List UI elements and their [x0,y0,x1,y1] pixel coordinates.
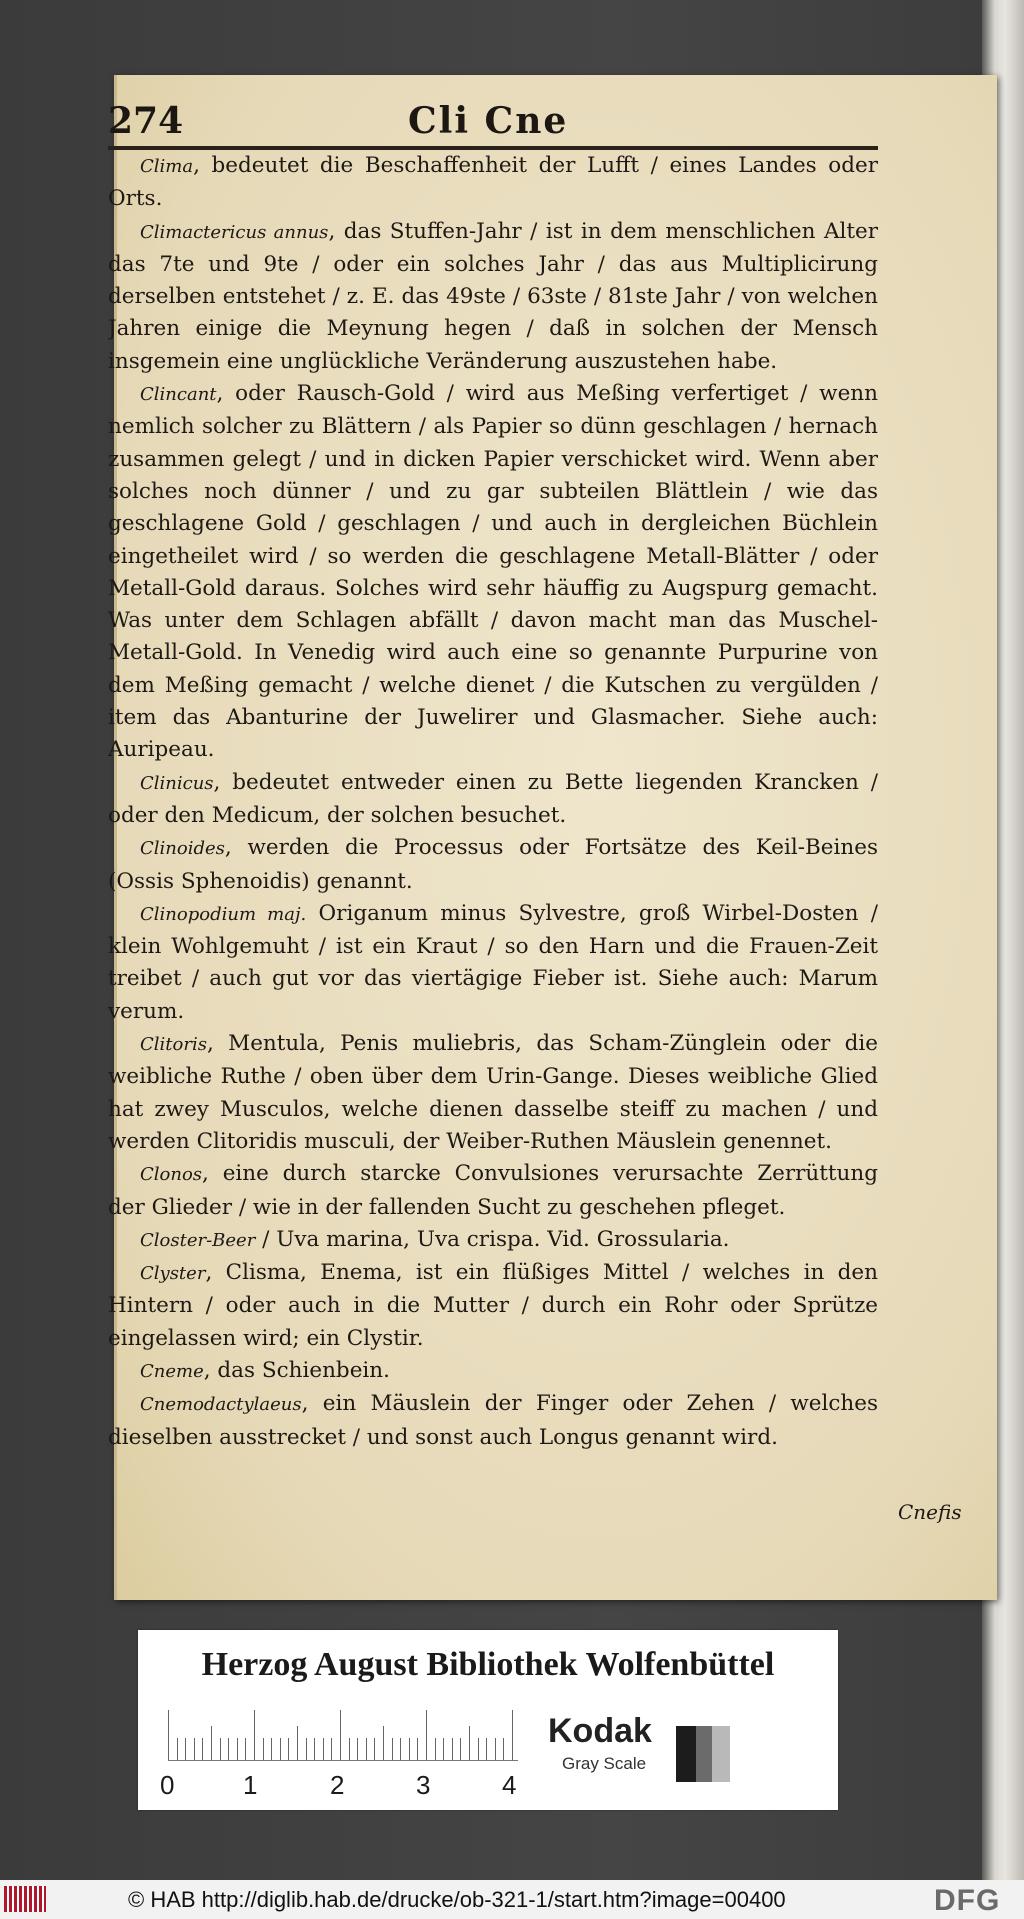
entry-term: Closter-Beer [140,1229,256,1251]
ruler-tick [297,1726,298,1760]
ruler-tick [417,1738,418,1760]
ruler-tick [400,1738,401,1760]
ruler-tick [228,1738,229,1760]
ruler-tick [409,1738,410,1760]
entry-text: , werden die Processus oder Fortsätze des Keil-Beines (Ossis Sphenoidis) genannt. [108,835,878,894]
ruler-tick [469,1726,470,1760]
ruler-tick [314,1738,315,1760]
entry [108,1224,878,1257]
gray-scale-label: Gray Scale [562,1754,647,1773]
ruler-tick [271,1738,272,1760]
entry-term: Clitoris [140,1034,207,1056]
ruler-tick [495,1738,496,1760]
ruler-tick [263,1738,264,1760]
entry-term: Clinopodium maj. [140,903,307,925]
entry-term: Clinicus [140,772,214,794]
gray-swatch-mid [696,1726,712,1782]
ruler-tick [435,1738,436,1760]
entry-text: Origanum minus Sylvestre, groß Wirbel-Dosten / klein Wohlgemuht / ist ein Kraut / so den Harn und die Frauen-Zeit treibet / auch gut vor das viertägige Fieber ist. Siehe auch: Marum verum. [108,900,878,1024]
ruler-tick [349,1738,350,1760]
ruler-tick [340,1710,341,1760]
entry [108,898,878,1028]
entry [108,1028,878,1158]
ruler-tick [512,1710,513,1760]
running-head: Cli Cne [408,100,569,142]
catchword: Cnefis [898,1500,962,1524]
ruler-tick [503,1738,504,1760]
ruler-tick [202,1738,203,1760]
ruler-tick [177,1738,178,1760]
copyright-url[interactable]: © HAB http://diglib.hab.de/drucke/ob-321-1/start.htm?image=00400 [128,1887,786,1912]
entry-text: , eine durch starcke Convulsiones verursachte Zerrüttung der Glieder / wie in der fallenden Sucht zu geschehen pfleget. [108,1161,878,1220]
kodak-logo: Kodak [548,1712,652,1750]
entry-term: Climactericus annus [140,221,329,243]
ruler-tick [211,1726,212,1760]
entry [108,1355,878,1388]
ruler-tick [392,1738,393,1760]
ruler-tick [452,1738,453,1760]
ruler-label: 2 [330,1770,345,1800]
entry-term: Clincant [140,384,217,406]
ruler-label: 1 [243,1770,258,1800]
ruler-label: 3 [416,1770,431,1800]
ruler-tick [280,1738,281,1760]
ruler-tick [168,1710,169,1760]
ruler-tick [374,1738,375,1760]
entry-text: / Uva marina, Uva crispa. Vid. Grossularia. [255,1226,730,1252]
entry [108,1158,878,1224]
dictionary-entries [108,150,878,1550]
entry-text: , das Schienbein. [203,1357,390,1383]
entry [108,150,878,216]
gray-swatch-dark [676,1726,696,1782]
ruler-tick [486,1738,487,1760]
ruler-tick [366,1738,367,1760]
entry [108,378,878,767]
viewer-footer [0,1880,1024,1919]
page-number: 274 [108,100,184,142]
ruler-tick [323,1738,324,1760]
ruler-tick [237,1738,238,1760]
entry-text: , Mentula, Penis muliebris, das Scham-Zünglein oder die weibliche Ruthe / oben über dem Urin-Gange. Dieses weibliche Glied hat zwey Musculos, welche dienen dasselbe steiff zu machen / und werden Clitoridis musculi, der Weiber-Ruthen Mäuslein genennet. [108,1031,878,1154]
entry-term: Cnemodactylaeus [140,1394,302,1416]
ruler-tick [443,1738,444,1760]
entry-text: , bedeutet entweder einen zu Bette liegenden Krancken / oder den Medicum, der solchen besuchet. [108,769,878,828]
entry-term: Clonos [140,1164,203,1186]
ruler-tick [383,1726,384,1760]
entry [108,1257,878,1355]
entry-text: , oder Rausch-Gold / wird aus Meßing verfertiget / wenn nemlich solcher zu Blättern / als Papier so dünn geschlagen / hernach zusammen gelegt / und in dicken Papier verschicket wird. Wenn aber solches noch dünner / und zu gar subteilen Blättlein / wie das geschlagene Gold / geschlagen / und auch in dergleichen Büchlein eingetheilet wird / so werden die geschlagene Metall-Blätter / oder Metall-Gold daraus. Solches wird sehr häuffig zu Augspurg gemacht. Was unter dem Schlagen abfällt / davon macht man das Muschel-Metall-Gold. In Venedig wird auch eine so genannte Purpurine von dem Meßing gemacht / welche dienet / die Kutschen zu vergülden / item das Abanturine der Juwelirer und Glasmacher. Siehe auch: Auripeau. [108,381,878,763]
entry [108,216,878,378]
entry-term: Clinoides [140,838,225,860]
ruler-tick [306,1738,307,1760]
dfg-logo: DFG [934,1884,1001,1917]
entry-text: , Clisma, Enema, ist ein flüßiges Mittel / welches in den Hintern / oder auch in die Mutter / durch ein Rohr oder Sprütze eingelassen wird; ein Clystir. [108,1260,878,1351]
ruler-tick [245,1738,246,1760]
ruler-tick [185,1738,186,1760]
entry-term: Cneme [140,1360,204,1382]
gray-swatch-light [712,1726,730,1782]
ruler-tick [357,1738,358,1760]
ruler-label: 0 [160,1770,175,1800]
entry [108,767,878,833]
library-name: Herzog August Bibliothek Wolfenbüttel [201,1646,775,1683]
entry-text: , das Stuffen-Jahr / ist in dem menschlichen Alter das 7te und 9te / oder ein solches Jahr / das aus Multiplicirung derselben entstehet / z. E. das 49ste / 63ste / 81ste Jahr / von welchen Jahren einige die Meynung hegen / daß in solchen der Mensch insgemein eine unglückliche Veränderung auszustehen habe. [108,218,878,374]
ruler-tick [288,1738,289,1760]
color-calibration-card [138,1630,838,1810]
ruler-tick [426,1710,427,1760]
ruler-tick [194,1738,195,1760]
ruler-tick [220,1738,221,1760]
entry-text: , bedeutet die Beschaffenheit der Lufft / eines Landes oder Orts. [108,153,878,212]
hab-logo-icon [4,1886,46,1912]
scale-ruler [168,1710,518,1761]
ruler-tick [254,1710,255,1760]
entry-term: Clyster [140,1263,206,1285]
ruler-tick [331,1738,332,1760]
entry [108,832,878,898]
ruler-tick [478,1738,479,1760]
entry [108,1388,878,1454]
entry-term: Clima [140,156,194,177]
entry-text: , ein Mäuslein der Finger oder Zehen / welches dieselben ausstrecket / und sonst auch Longus genannt wird. [108,1391,878,1450]
ruler-label: 4 [502,1770,517,1800]
page-header [108,100,868,144]
ruler-tick [460,1738,461,1760]
